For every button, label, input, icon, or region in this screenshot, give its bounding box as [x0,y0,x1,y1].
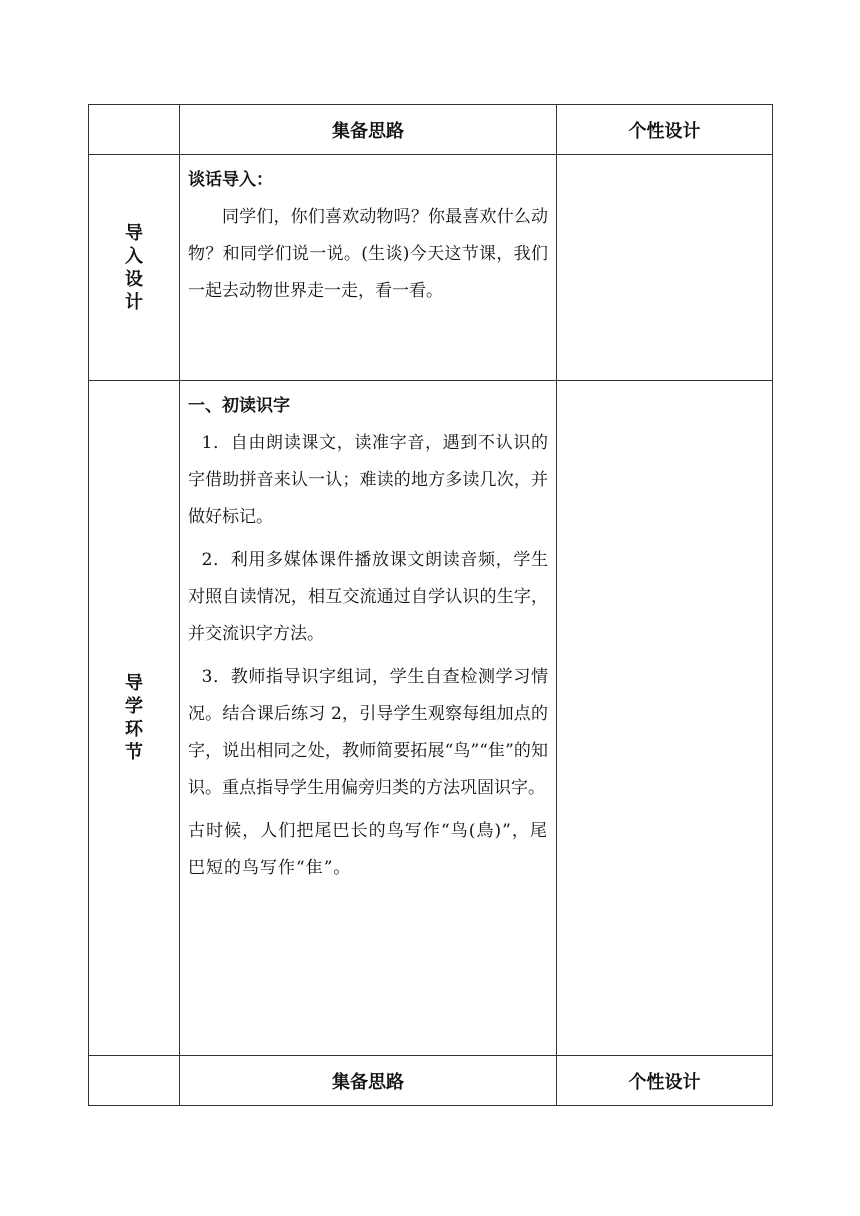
study-row [89,381,773,1056]
intro-row [89,155,773,381]
intro-title: 谈话导入： [188,170,273,190]
lesson-plan-table [88,104,773,1106]
study-content-cell [180,381,557,1056]
footer-personal-design: 个性设计 [557,1056,773,1106]
study-note: 古时候，人们把尾巴长的鸟写作“鸟(鳥)”，尾巴短的鸟写作“隹”。 [188,821,548,878]
intro-personal-cell [557,155,773,381]
footer-empty-cell [89,1056,180,1106]
study-step-3: 3．教师指导识字组词，学生自查检测学习情况。结合课后练习 2，引导学生观察每组加点的字，说出相同之处，教师简要拓展“鸟”“隹”的知识。重点指导学生用偏旁归类的方法巩固识字。 [188,667,548,798]
header-collective-plan: 集备思路 [180,105,557,155]
table-header-row [89,105,773,155]
study-personal-cell [557,381,773,1056]
intro-content-cell [180,155,557,381]
header-empty-cell [89,105,180,155]
study-side-cell [89,381,180,1056]
intro-side-label: 导入设计 [125,222,143,313]
intro-side-cell [89,155,180,381]
study-step-2: 2．利用多媒体课件播放课文朗读音频，学生对照自读情况，相互交流通过自学认识的生字，并交流识字方法。 [188,550,548,644]
intro-paragraph: 同学们，你们喜欢动物吗？你最喜欢什么动物？和同学们说一说。(生谈)今天这节课，我们一起去动物世界走一走，看一看。 [188,207,548,301]
header-personal-design: 个性设计 [557,105,773,155]
study-side-label: 导学环节 [125,673,143,763]
study-title: 一、初读识字 [188,396,290,416]
footer-collective-plan: 集备思路 [180,1056,557,1106]
study-step-1: 1．自由朗读课文，读准字音，遇到不认识的字借助拼音来认一认；难读的地方多读几次，并做好标记。 [188,433,548,527]
table-footer-header-row [89,1056,773,1106]
